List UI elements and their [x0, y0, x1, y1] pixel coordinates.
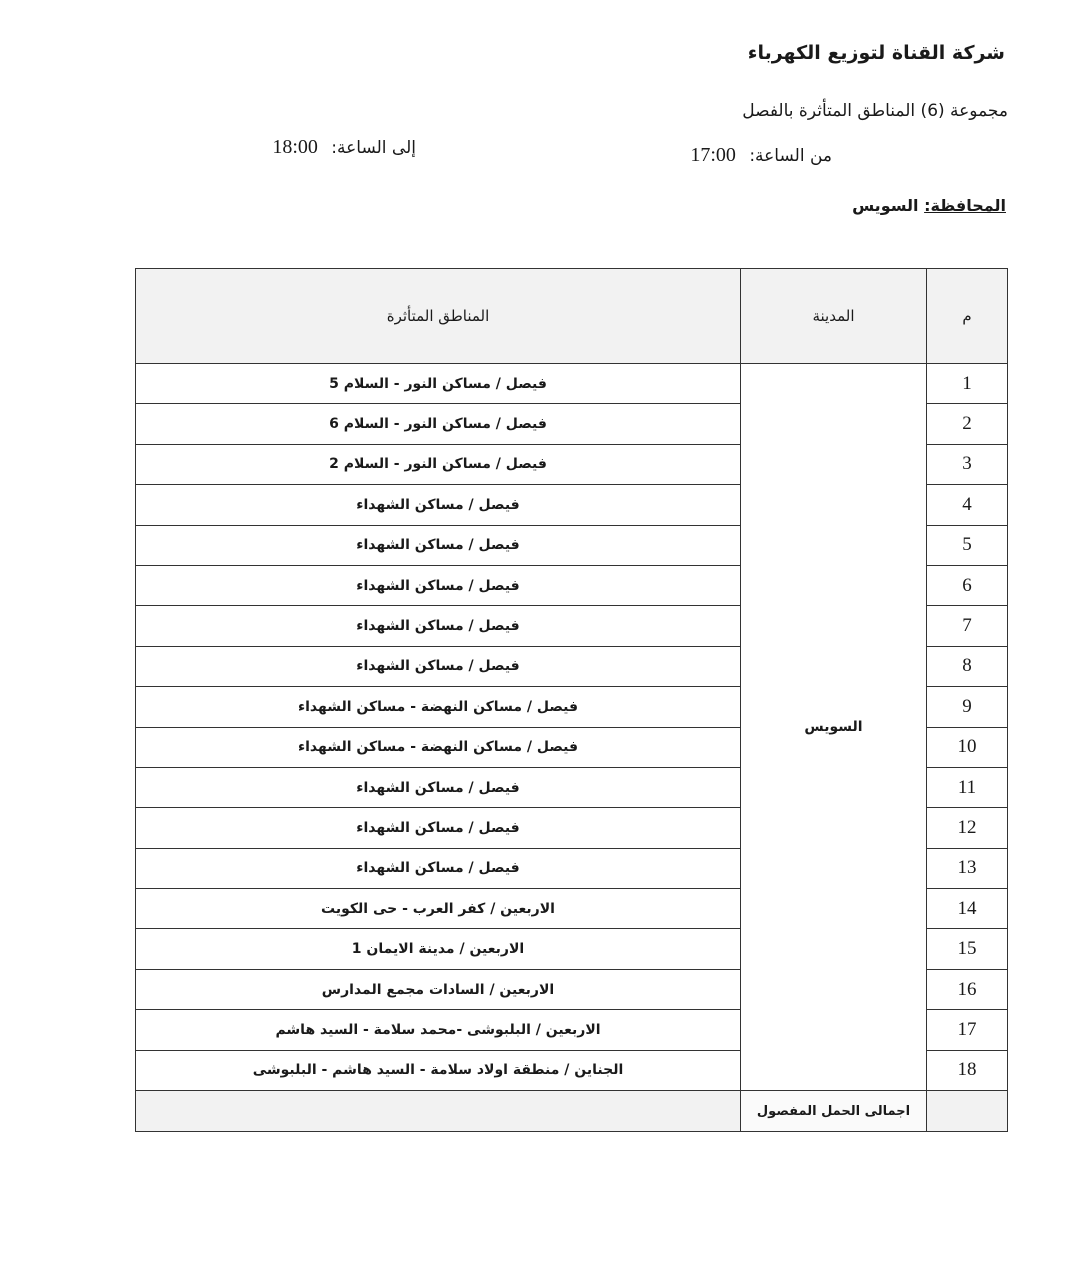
affected-areas-table: [135, 268, 1008, 1132]
row-number: 8: [927, 646, 1008, 686]
row-number: 5: [927, 525, 1008, 565]
area-cell: فيصل / مساكن الشهداء: [136, 808, 741, 848]
company-name: شركة القناة لتوزيع الكهرباء: [747, 42, 1005, 64]
to-time: [272, 136, 416, 159]
total-value: [136, 1091, 741, 1132]
total-empty-cell: [927, 1091, 1008, 1132]
area-cell: فيصل / مساكن الشهداء: [136, 767, 741, 807]
row-number: 16: [927, 969, 1008, 1009]
row-number: 4: [927, 485, 1008, 525]
row-number: 14: [927, 889, 1008, 929]
from-time-value: 17:00: [690, 144, 736, 166]
area-cell: فيصل / مساكن الشهداء: [136, 565, 741, 605]
row-number: 1: [927, 364, 1008, 404]
table-row: [136, 364, 1008, 404]
column-header-number: م: [927, 269, 1008, 364]
from-time: [690, 144, 832, 167]
area-cell: فيصل / مساكن الشهداء: [136, 525, 741, 565]
area-cell: فيصل / مساكن النور - السلام 2: [136, 444, 741, 484]
from-label: من الساعة:: [749, 146, 832, 166]
area-cell: الجناين / منطقة اولاد سلامة - السيد هاشم - البلبوشى: [136, 1050, 741, 1090]
row-number: 17: [927, 1010, 1008, 1050]
area-cell: الاربعين / مدينة الايمان 1: [136, 929, 741, 969]
table-body: [136, 364, 1008, 1132]
column-header-city: المدينة: [741, 269, 927, 364]
row-number: 10: [927, 727, 1008, 767]
row-number: 3: [927, 444, 1008, 484]
row-number: 7: [927, 606, 1008, 646]
row-number: 6: [927, 565, 1008, 605]
row-number: 12: [927, 808, 1008, 848]
area-cell: الاربعين / البلبوشى -محمد سلامة - السيد هاشم: [136, 1010, 741, 1050]
area-cell: فيصل / مساكن النور - السلام 6: [136, 404, 741, 444]
area-cell: فيصل / مساكن الشهداء: [136, 646, 741, 686]
row-number: 11: [927, 767, 1008, 807]
governorate-label: المحافظة:: [924, 196, 1006, 215]
row-number: 2: [927, 404, 1008, 444]
area-cell: فيصل / مساكن النهضة - مساكن الشهداء: [136, 727, 741, 767]
area-cell: فيصل / مساكن النور - السلام 5: [136, 364, 741, 404]
area-cell: فيصل / مساكن الشهداء: [136, 606, 741, 646]
group-title: مجموعة (6) المناطق المتأثرة بالفصل: [742, 101, 1008, 121]
to-time-value: 18:00: [272, 136, 318, 158]
area-cell: الاربعين / كفر العرب - حى الكويت: [136, 889, 741, 929]
area-cell: فيصل / مساكن الشهداء: [136, 848, 741, 888]
city-cell: السويس: [741, 364, 927, 1091]
area-cell: الاربعين / السادات مجمع المدارس: [136, 969, 741, 1009]
row-number: 9: [927, 687, 1008, 727]
column-header-areas: المناطق المتأثرة: [136, 269, 741, 364]
area-cell: فيصل / مساكن النهضة - مساكن الشهداء: [136, 687, 741, 727]
row-number: 15: [927, 929, 1008, 969]
governorate-value: السويس: [852, 196, 919, 215]
to-label: إلى الساعة:: [331, 138, 416, 158]
total-label: اجمالى الحمل المفصول: [741, 1091, 927, 1132]
table-header-row: [136, 269, 1008, 364]
total-row: [136, 1091, 1008, 1132]
area-cell: فيصل / مساكن الشهداء: [136, 485, 741, 525]
row-number: 18: [927, 1050, 1008, 1090]
governorate: [852, 196, 1006, 215]
row-number: 13: [927, 848, 1008, 888]
